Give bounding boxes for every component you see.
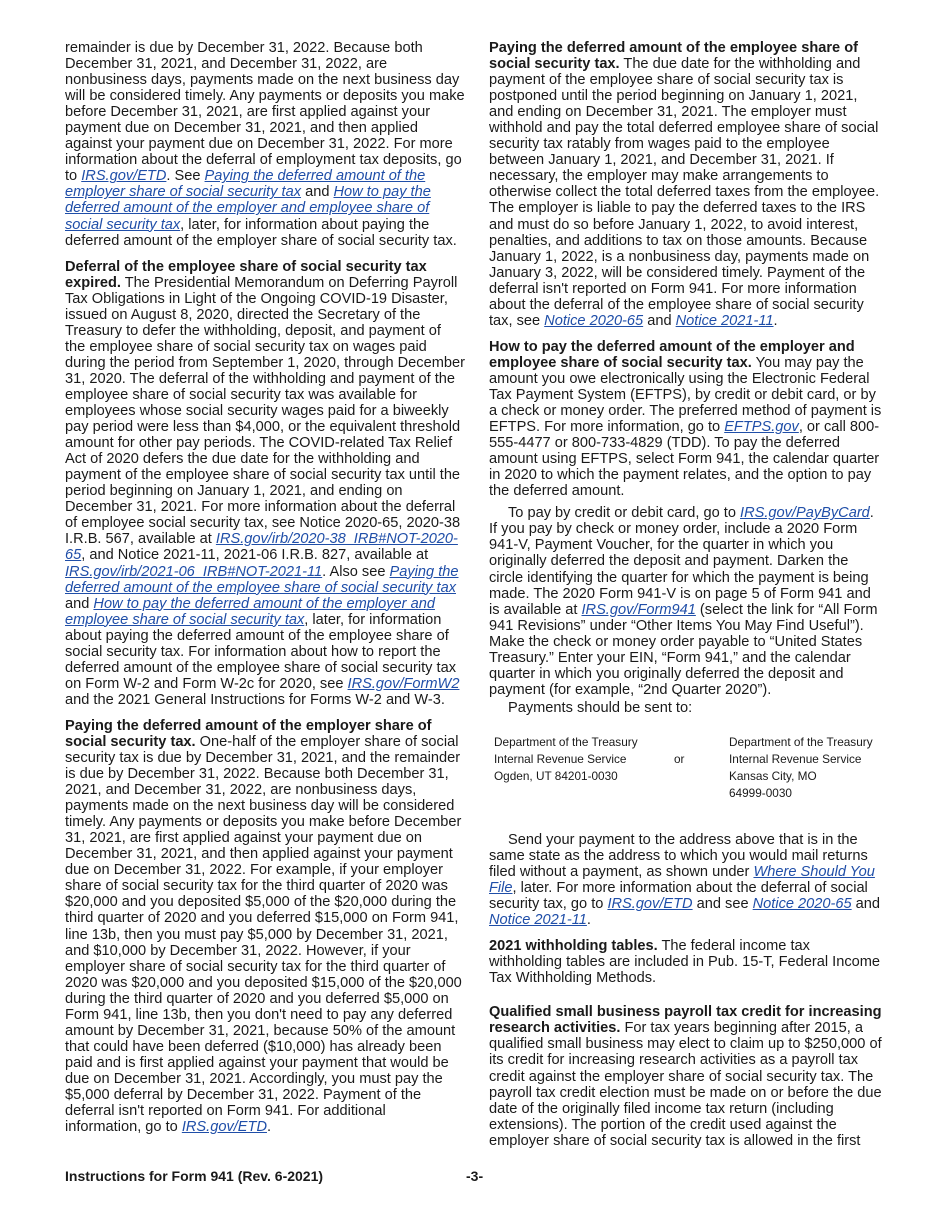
- paragraph-paying-employer-share: Paying the deferred amount of the employer share of social security tax. One-half of the employer share of social security tax is due by December 31, 2021, and the remainder is due by December 31, 2022. Because both December 31, 2021, and December 31, 2022, are nonbusiness days, payments made on the next business day will be considered timely. Any payments or deposits you make before December 31, 2021, are first applied against your payment due on December 31, 2021, and then applied against your payment due on December 31, 2022. For example, if your employer share of social security tax for the third quarter of 2020 was $20,000 and you deposited $5,000 of the $20,000 during the third quarter of 2020 and you deferred $15,000 on Form 941, line 13b, then you must pay $5,000 by December 31, 2021, and $10,000 by December 31, 2022. However, if your employer share of social security tax for the third quarter of 2020 was $20,000 and you deposited $15,000 of the $20,000 during the third quarter of 2020 and you deferred $5,000 on Form 941, line 13b, then you don't need to pay any deferred amount by December 31, 2021, because 50% of the amount that could have been deferred ($10,000) has already been paid and is first applied against your payment that would be due on December 31, 2021. Accordingly, you must pay the $5,000 deferral by December 31, 2022. Payment of the deferral isn't reported on Form 941. For additional information, go to IRS.gov/ETD.: [65, 717, 462, 1136]
- address-kansas-city: Department of the Treasury Internal Revenue Service Kansas City, MO 64999-0030: [729, 734, 873, 800]
- heading-paying-employee-share: Paying the deferred amount of the employee share of social security tax.: [489, 40, 858, 73]
- paragraph-how-to-pay: How to pay the deferred amount of the employer and employee share of social security tax. You may pay the amount you owe electronically using the Electronic Federal Tax Payment System (EFTPS), by credit or debit card, or by a check or money order. The preferred method of payment is EFTPS. For more information, go to EFTPS.gov, or call 800-555-4477 or 800-733-4829 (TDD). To pay the deferred amount using EFTPS, select Form 941, the calendar quarter in 2020 to which the payment relates, and the option to pay the deferred amount.: [489, 338, 882, 500]
- link-notice-2021-11[interactable]: Notice 2021-11: [489, 912, 587, 929]
- footer-title: Instructions for Form 941 (Rev. 6-2021): [65, 1168, 324, 1184]
- paragraph-pay-by-card: To pay by credit or debit card, go to IRS.gov/PayByCard. If you pay by check or money order, include a 2020 Form 941-V, Payment Voucher, for the quarter in which you originally deferred the deposit and payment. Darken the circle identifying the quarter for which the payment is being made. The 2020 Form 941-V is on page 5 of Form 941 and is available at IRS.gov/Form941 (select the link for “All Form 941 Revisions” under “Other Items You May Find Useful”). Make the check or money order payable to “United States Treasury.” Enter your EIN, “Form 941,” and the calendar quarter in which you originally deferred the deposit and payment (for example, “2nd Quarter 2020”).: [489, 505, 878, 698]
- link-paying-employee-share[interactable]: Paying the deferred amount of the employee share of social security tax: [65, 563, 459, 596]
- address-or: or: [674, 751, 685, 766]
- right-column: [489, 40, 885, 1159]
- link-eftps[interactable]: EFTPS.gov: [724, 419, 799, 436]
- paragraph-paying-employee-share: Paying the deferred amount of the employee share of social security tax. The due date for the withholding and payment of the employee share of social security tax is postponed until the period beginning on January 1, 2021, and ending on December 31, 2021. The employer must withhold and pay the total deferred employee share of social security tax ratably from wages paid to the employee between January 1, 2021, and December 31, 2021. If necessary, the employer may make arrangements to otherwise collect the total deferred taxes from the employee. The employer is liable to pay the deferred taxes to the IRS and must do so before January 1, 2022, to avoid interest, penalties, and additions to tax on those amounts. Because January 1, 2022, is a nonbusiness day, payments made on January 3, 2022, will be considered timely. Payment of the deferral isn't reported on Form 941. For more information about the deferral of the employee share of social security tax, see Notice 2020-65 and Notice 2021-11.: [489, 40, 880, 329]
- link-notice-2021-11[interactable]: Notice 2021-11: [675, 312, 774, 329]
- link-how-to-pay[interactable]: How to pay the deferred amount of the employer and employee share of social security tax: [65, 595, 435, 628]
- paragraph-deposit-deferral: remainder is due by December 31, 2022. Because both December 31, 2021, and December 31, 2022, are nonbusiness days, payments made on the next business day will be considered timely. Any payments or deposits you make before December 31, 2021, are first applied against your payment due on December 31, 2021, and then applied against your payment due on December 31, 2022. For more information about the deferral of employment tax deposits, go to IRS.gov/ETD. See Paying the deferred amount of the employer share of social security tax and How to pay the deferred amount of the employer and employee share of social security tax, later, for information about paying the deferred amount of the employer share of social security tax.: [65, 40, 465, 249]
- paragraph-send-payment: Send your payment to the address above that is in the same state as the address to which you would mail returns filed without a payment, as shown under Where Should You File, later. For more information about the deferral of social security tax, go to IRS.gov/ETD and see Notice 2020-65 and Notice 2021-11.: [489, 831, 881, 929]
- link-irs-etd[interactable]: IRS.gov/ETD: [607, 896, 693, 913]
- link-form941[interactable]: IRS.gov/Form941: [581, 601, 696, 618]
- link-irb-2021-06[interactable]: IRS.gov/irb/2021-06_IRB#NOT-2021-11: [65, 563, 323, 580]
- paragraph-research-credit: Qualified small business payroll tax credit for increasing research activities. For tax years beginning after 2015, a qualified small business may elect to claim up to $250,000 of its credit for increasing research activities as a payroll tax credit against the employer share of social security tax. The payroll tax credit election must be made on or before the due date of the originally filed income tax return (including extensions). The portion of the credit used against the employer share of social security tax is allowed in the first: [489, 1004, 882, 1149]
- paragraph-payments-sent-to: Payments should be sent to:: [508, 699, 693, 716]
- heading-how-to-pay: How to pay the deferred amount of the employer and employee share of social security tax.: [489, 338, 855, 371]
- link-irs-etd[interactable]: IRS.gov/ETD: [81, 168, 167, 185]
- heading-employee-deferral-expired: Deferral of the employee share of social security tax expired.: [65, 258, 427, 291]
- heading-paying-employer-share: Paying the deferred amount of the employer share of social security tax.: [65, 717, 432, 750]
- page-footer: [65, 1168, 885, 1184]
- link-notice-2020-65[interactable]: Notice 2020-65: [544, 312, 644, 329]
- address-table: [494, 734, 873, 802]
- link-irs-formw2[interactable]: IRS.gov/FormW2: [347, 675, 460, 692]
- link-paybycard[interactable]: IRS.gov/PayByCard: [740, 505, 870, 522]
- link-how-to-pay[interactable]: How to pay the deferred amount of the employer and employee share of social security tax: [65, 184, 431, 233]
- page-number: -3-: [466, 1168, 484, 1184]
- paragraph-employee-deferral-expired: Deferral of the employee share of social security tax expired. The Presidential Memorandum on Deferring Payroll Tax Obligations in Light of the Ongoing COVID-19 Disaster, issued on August 8, 2020, directed the Secretary of the Treasury to defer the withholding, deposit, and payment of the employee share of social security tax on wages paid during the period from September 1, 2020, through December 31, 2020. The deferral of the withholding and payment of the employee share of social security tax was available for employees whose social security wages paid for a biweekly pay period were less than $4,000, or the equivalent threshold amount for other pay periods. The COVID-related Tax Relief Act of 2020 defers the due date for the withholding and payment of the employee share of social security tax until the period beginning on January 1, 2021, and ending on December 31, 2021. For more information about the deferral of employee social security tax, see Notice 2020-65, 2020-38 I.R.B. 567, available at IRS.gov/irb/2020-38_IRB#NOT-2020-65, and Notice 2021-11, 2021-06 I.R.B. 827, available at IRS.gov/irb/2021-06_IRB#NOT-2021-11. Also see Paying the deferred amount of the employee share of social security tax and How to pay the deferred amount of the employer and employee share of social security tax, later, for information about paying the deferred amount of the employee share of social security tax. For information about how to report the deferred amount of the employee share of social security tax on Form W-2 and Form W-2c for 2020, see IRS.gov/FormW2 and the 2021 General Instructions for Forms W-2 and W-3.: [65, 258, 465, 708]
- address-ogden: Department of the Treasury Internal Revenue Service Ogden, UT 84201-0030: [494, 734, 638, 783]
- link-irs-etd[interactable]: IRS.gov/ETD: [181, 1119, 267, 1136]
- left-column: [65, 40, 465, 1145]
- link-notice-2020-65[interactable]: Notice 2020-65: [752, 896, 852, 913]
- heading-research-credit: Qualified small business payroll tax credit for increasing research activities.: [489, 1004, 882, 1037]
- link-where-to-file[interactable]: Where Should You File: [489, 864, 875, 897]
- link-paying-employer-share[interactable]: Paying the deferred amount of the employer share of social security tax: [65, 168, 426, 201]
- paragraph-withholding-tables: 2021 withholding tables. The federal income tax withholding tables are included in Pub. 15-T, Federal Income Tax Withholding Methods.: [489, 938, 881, 987]
- heading-withholding-tables: 2021 withholding tables.: [489, 938, 658, 955]
- link-irb-2020-38[interactable]: IRS.gov/irb/2020-38_IRB#NOT-2020-65: [65, 531, 458, 564]
